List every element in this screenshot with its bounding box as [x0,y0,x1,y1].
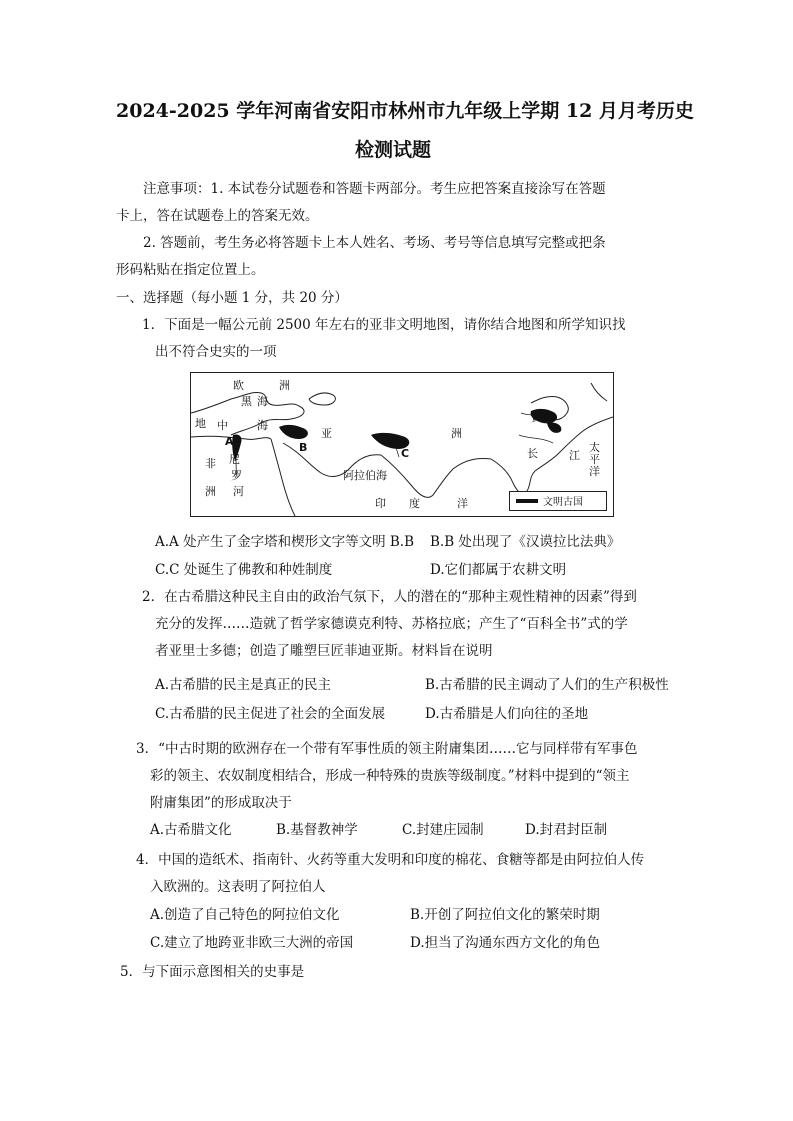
q1-option-a[interactable]: A.A 处产生了金字塔和楔形文字等文明 B.B [155,534,415,550]
q1-stem-line-1: 1．下面是一幅公元前 2500 年左右的亚非文明地图，请你结合地图和所学知识找 [142,317,626,333]
map-label-yellow: 黄 [531,411,542,424]
map-label-med-1: 地 [195,417,206,430]
legend-label: 文明古国 [543,497,583,508]
q5-stem-line-1: 5．与下面示意图相关的史事是 [120,964,305,980]
map-label-yangtze-1: 长 [527,447,538,460]
q4-stem-line-1: 4．中国的造纸术、指南针、火药等重大发明和印度的棉花、食糖等都是由阿拉伯人传 [136,852,645,868]
map-label-pacific-3: 洋 [589,465,600,478]
map-label-indian-2: 度 [409,497,420,510]
map-label-asia-2: 洲 [451,427,462,440]
map-label-africa-2: 洲 [205,485,216,498]
q2-stem-line-2: 充分的发挥……造就了哲学家德谟克利特、苏格拉底；产生了“百科全书”式的学 [155,616,628,632]
q3-stem-line-2: 彩的领主、农奴制度相结合，形成一种特殊的贵族等级制度。”材料中提到的“领主 [150,768,630,784]
notes-line-3: 2. 答题前，考生务必将答题卡上本人姓名、考场、考号等信息填写完整或把条 [143,235,606,251]
map-label-indian-1: 印 [375,497,386,510]
q4-stem-line-2: 入欧洲的。这表明了阿拉伯人 [150,879,326,895]
q4-option-b[interactable]: B.开创了阿拉伯文化的繁荣时期 [410,907,600,923]
map-label-nile-2: 罗 [231,469,242,482]
map-label-yangtze-2: 江 [569,449,580,462]
map-marker-a: A [225,435,234,448]
map-marker-c: C [401,447,410,460]
map-label-europe-1: 欧 [233,379,244,392]
notes-line-4: 形码粘贴在指定位置上。 [116,262,265,278]
q2-option-b[interactable]: B.古希腊的民主调动了人们的生产积极性 [425,677,669,693]
q1-stem-line-2: 出不符合史实的一项 [155,344,277,360]
map-label-pacific-2: 平 [589,453,600,466]
page-title: 2024-2025 学年河南省安阳市林州市九年级上学期 12 月月考历史 [116,100,694,122]
map-label-med-2: 中 [217,419,228,432]
map-label-nile-3: 河 [233,485,244,498]
map-label-nile-1: 尼 [229,453,240,466]
q1-option-c[interactable]: C.C 处诞生了佛教和种姓制度 [155,562,333,578]
map-legend [509,491,607,511]
q3-option-a[interactable]: A.古希腊文化 [150,822,232,838]
q3-stem-line-3: 附庸集团”的形成取决于 [150,795,292,811]
notes-line-2: 卡上，答在试题卷上的答案无效。 [116,208,319,224]
q3-option-b[interactable]: B.基督教神学 [276,822,358,838]
q4-option-a[interactable]: A.创造了自己特色的阿拉伯文化 [150,907,340,923]
civilization-map [190,372,614,517]
map-label-arabian-sea: 阿拉伯海 [343,469,387,482]
q2-option-d[interactable]: D.古希腊是人们向往的圣地 [425,706,589,722]
q1-option-b[interactable]: B.B 处出现了《汉谟拉比法典》 [430,534,621,550]
map-label-pacific-1: 太 [589,441,600,454]
q3-stem-line-1: 3．“中古时期的欧洲存在一个带有军事性质的领主附庸集团……它与同样带有军事色 [136,741,638,757]
notes-line-1: 注意事项：1. 本试卷分试题卷和答题卡两部分。考生应把答案直接涂写在答题 [143,181,606,197]
map-label-europe-2: 洲 [279,379,290,392]
q1-option-d[interactable]: D.它们都属于农耕文明 [430,562,567,578]
q3-option-c[interactable]: C.封建庄园制 [402,822,484,838]
map-label-med-3: 海 [257,419,268,432]
q4-option-d[interactable]: D.担当了沟通东西方文化的角色 [410,935,601,951]
q3-option-d[interactable]: D.封君封臣制 [525,822,608,838]
q2-stem-line-3: 者亚里士多德；创造了雕塑巨匠菲迪亚斯。材料旨在说明 [155,643,493,659]
map-marker-d: D [543,411,553,424]
map-label-blacksea-1: 黑 [241,395,252,408]
q2-stem-line-1: 2．在古希腊这种民主自由的政治气氛下，人的潜在的“那种主观性精神的因素”得到 [142,589,637,605]
legend-swatch [516,499,538,503]
map-label-asia-1: 亚 [321,427,332,440]
page-title-line2: 检测试题 [355,139,432,161]
map-label-indian-3: 洋 [457,497,468,510]
section-heading: 一、选择题（每小题 1 分，共 20 分） [116,290,348,306]
q4-option-c[interactable]: C.建立了地跨亚非欧三大洲的帝国 [150,935,354,951]
map-label-blacksea-2: 海 [257,395,268,408]
map-label-africa-1: 非 [205,457,216,470]
map-marker-b: B [299,441,308,454]
q2-option-c[interactable]: C.古希腊的民主促进了社会的全面发展 [155,706,386,722]
q2-option-a[interactable]: A.古希腊的民主是真正的民主 [155,677,332,693]
